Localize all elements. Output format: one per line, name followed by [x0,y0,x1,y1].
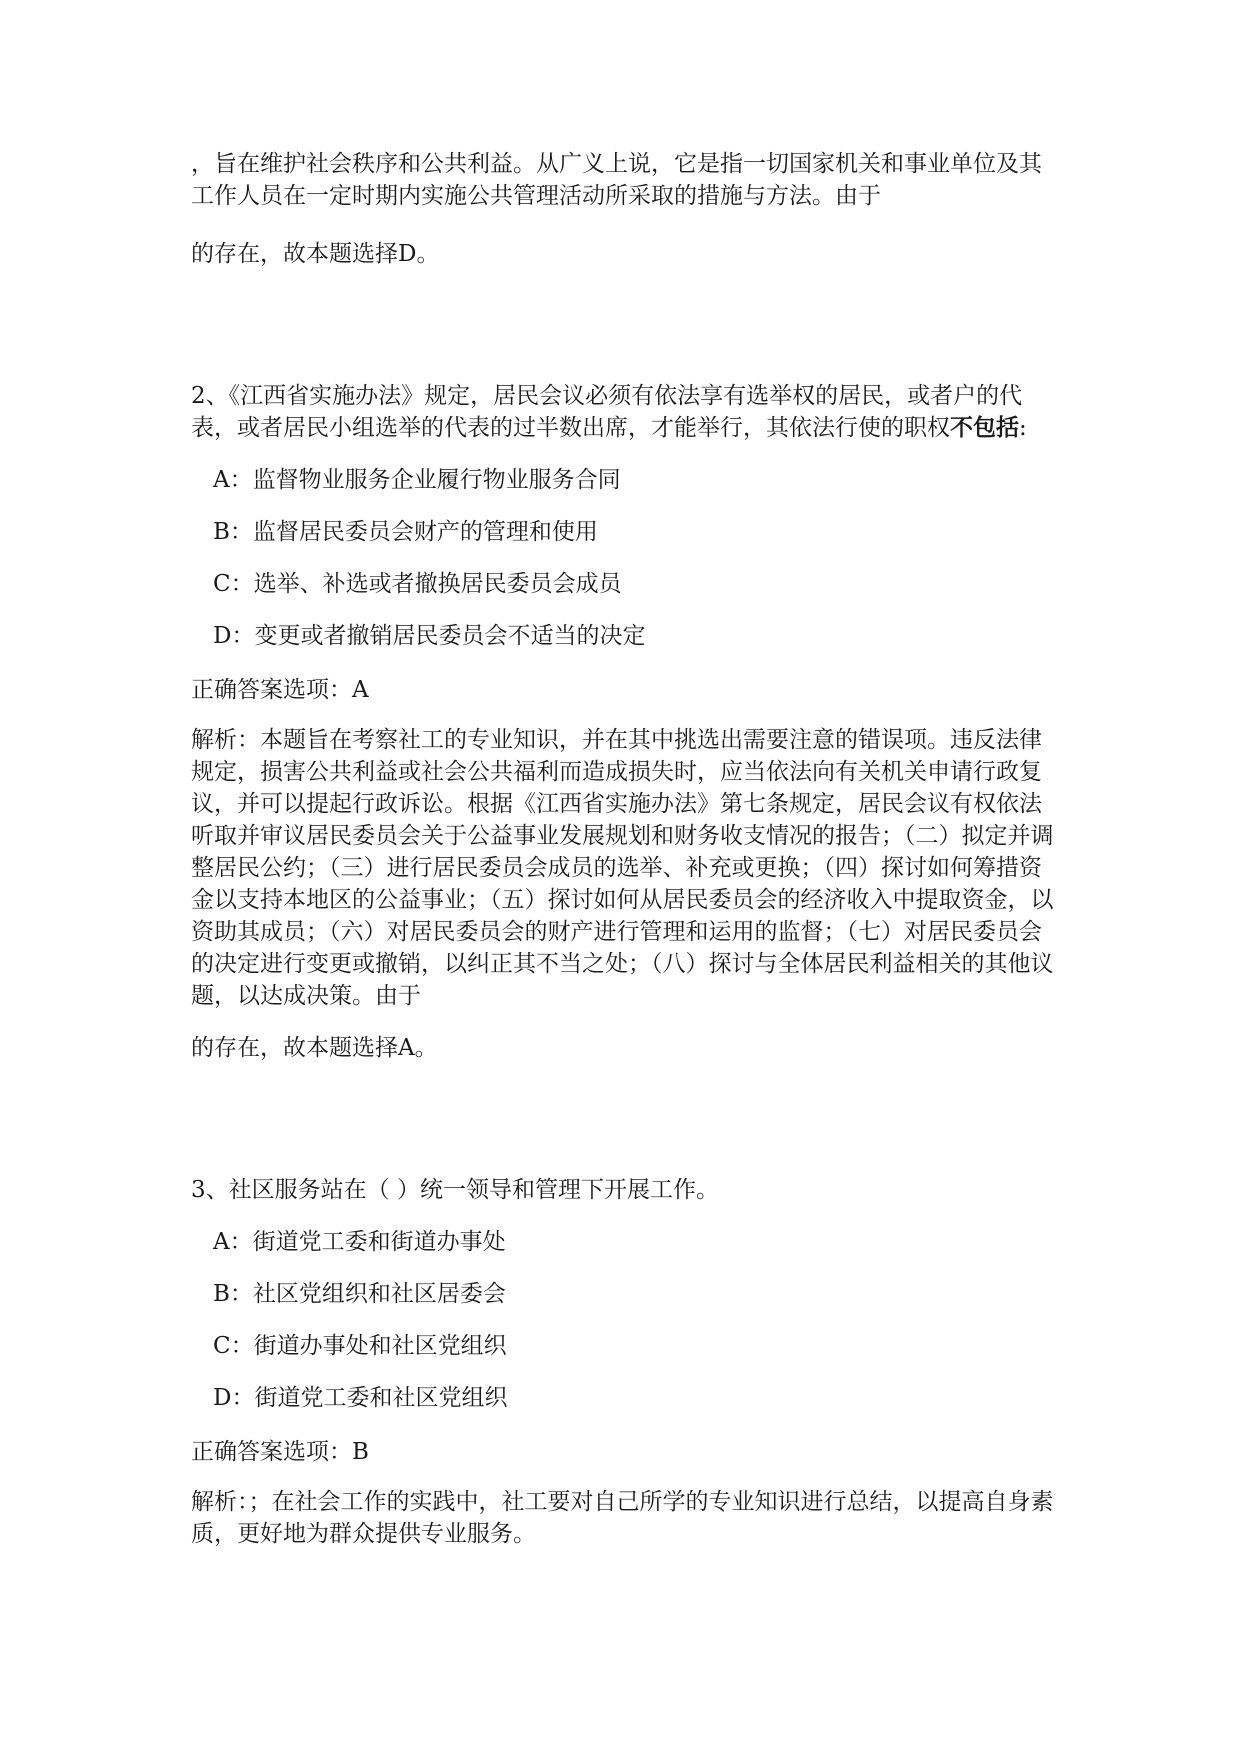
option-d: D：街道党工委和社区党组织 [213,1385,508,1411]
document-page [191,148,1061,1550]
spacer [191,270,1061,380]
fragment-paragraph: ，旨在维护社会秩序和公共利益。从广义上说，它是指一切国家机关和事业单位及其工作人员在一定时期内实施公共管理活动所采取的措施与方法。由于 [191,151,1042,209]
question-stem-suffix: : [1019,415,1027,441]
analysis-text: 解析：本题旨在考察社工的专业知识，并在其中挑选出需要注意的错误项。违反法律规定，损害公共利益或社会公共福利而造成损失时，应当依法向有关机关申请行政复议，并可以提起行政诉讼。根据《江西省实施办法》第七条规定，居民会议有权依法听取并审议居民委员会关于公益事业发展规划和财务收支情况的报告；（二）拟定并调整居民公约；（三）进行居民委员会成员的选举、补充或更换；（四）探讨如何筹措资金以支持本地区的公益事业；（五）探讨如何从居民委员会的经济收入中提取资金，以资助其成员；（六）对居民委员会的财产进行管理和运用的监督；（七）对居民委员会的决定进行变更或撤销，以纠正其不当之处；（八）探讨与全体居民利益相关的其他议题，以达成决策。由于 [191,727,1054,1009]
analysis-text: 解析：；在社会工作的实践中，社工要对自己所学的专业知识进行总结，以提高自身素质，更好地为群众提供专业服务。 [191,1489,1054,1547]
fragment-conclusion: 的存在，故本题选择D。 [191,241,440,267]
analysis-conclusion: 的存在，故本题选择A。 [191,1035,438,1061]
question-2 [191,380,1061,1064]
correct-answer: 正确答案选项：B [191,1439,369,1465]
option-b: B：监督居民委员会财产的管理和使用 [213,519,598,545]
option-a: A：监督物业服务企业履行物业服务合同 [213,467,621,493]
option-a: A：街道党工委和街道办事处 [213,1229,506,1255]
option-c: C：选举、补选或者撤换居民委员会成员 [213,571,622,597]
spacer [191,1064,1061,1174]
question-stem [191,380,1061,444]
correct-answer: 正确答案选项：A [191,677,369,703]
question-stem: 3、社区服务站在（ ）统一领导和管理下开展工作。 [191,1177,719,1203]
option-d: D：变更或者撤销居民委员会不适当的决定 [213,623,646,649]
option-b: B：社区党组织和社区居委会 [213,1281,506,1307]
option-list [191,1226,1061,1434]
option-list [191,464,1061,672]
question-3 [191,1174,1061,1550]
question-stem-emphasis: 不包括 [950,415,1019,441]
question-stem-text: 2、《江西省实施办法》规定，居民会议必须有依法享有选举权的居民，或者户的代表，或者居民小组选举的代表的过半数出席，才能举行，其依法行使的职权 [191,383,1023,441]
option-c: C：街道办事处和社区党组织 [213,1333,507,1359]
